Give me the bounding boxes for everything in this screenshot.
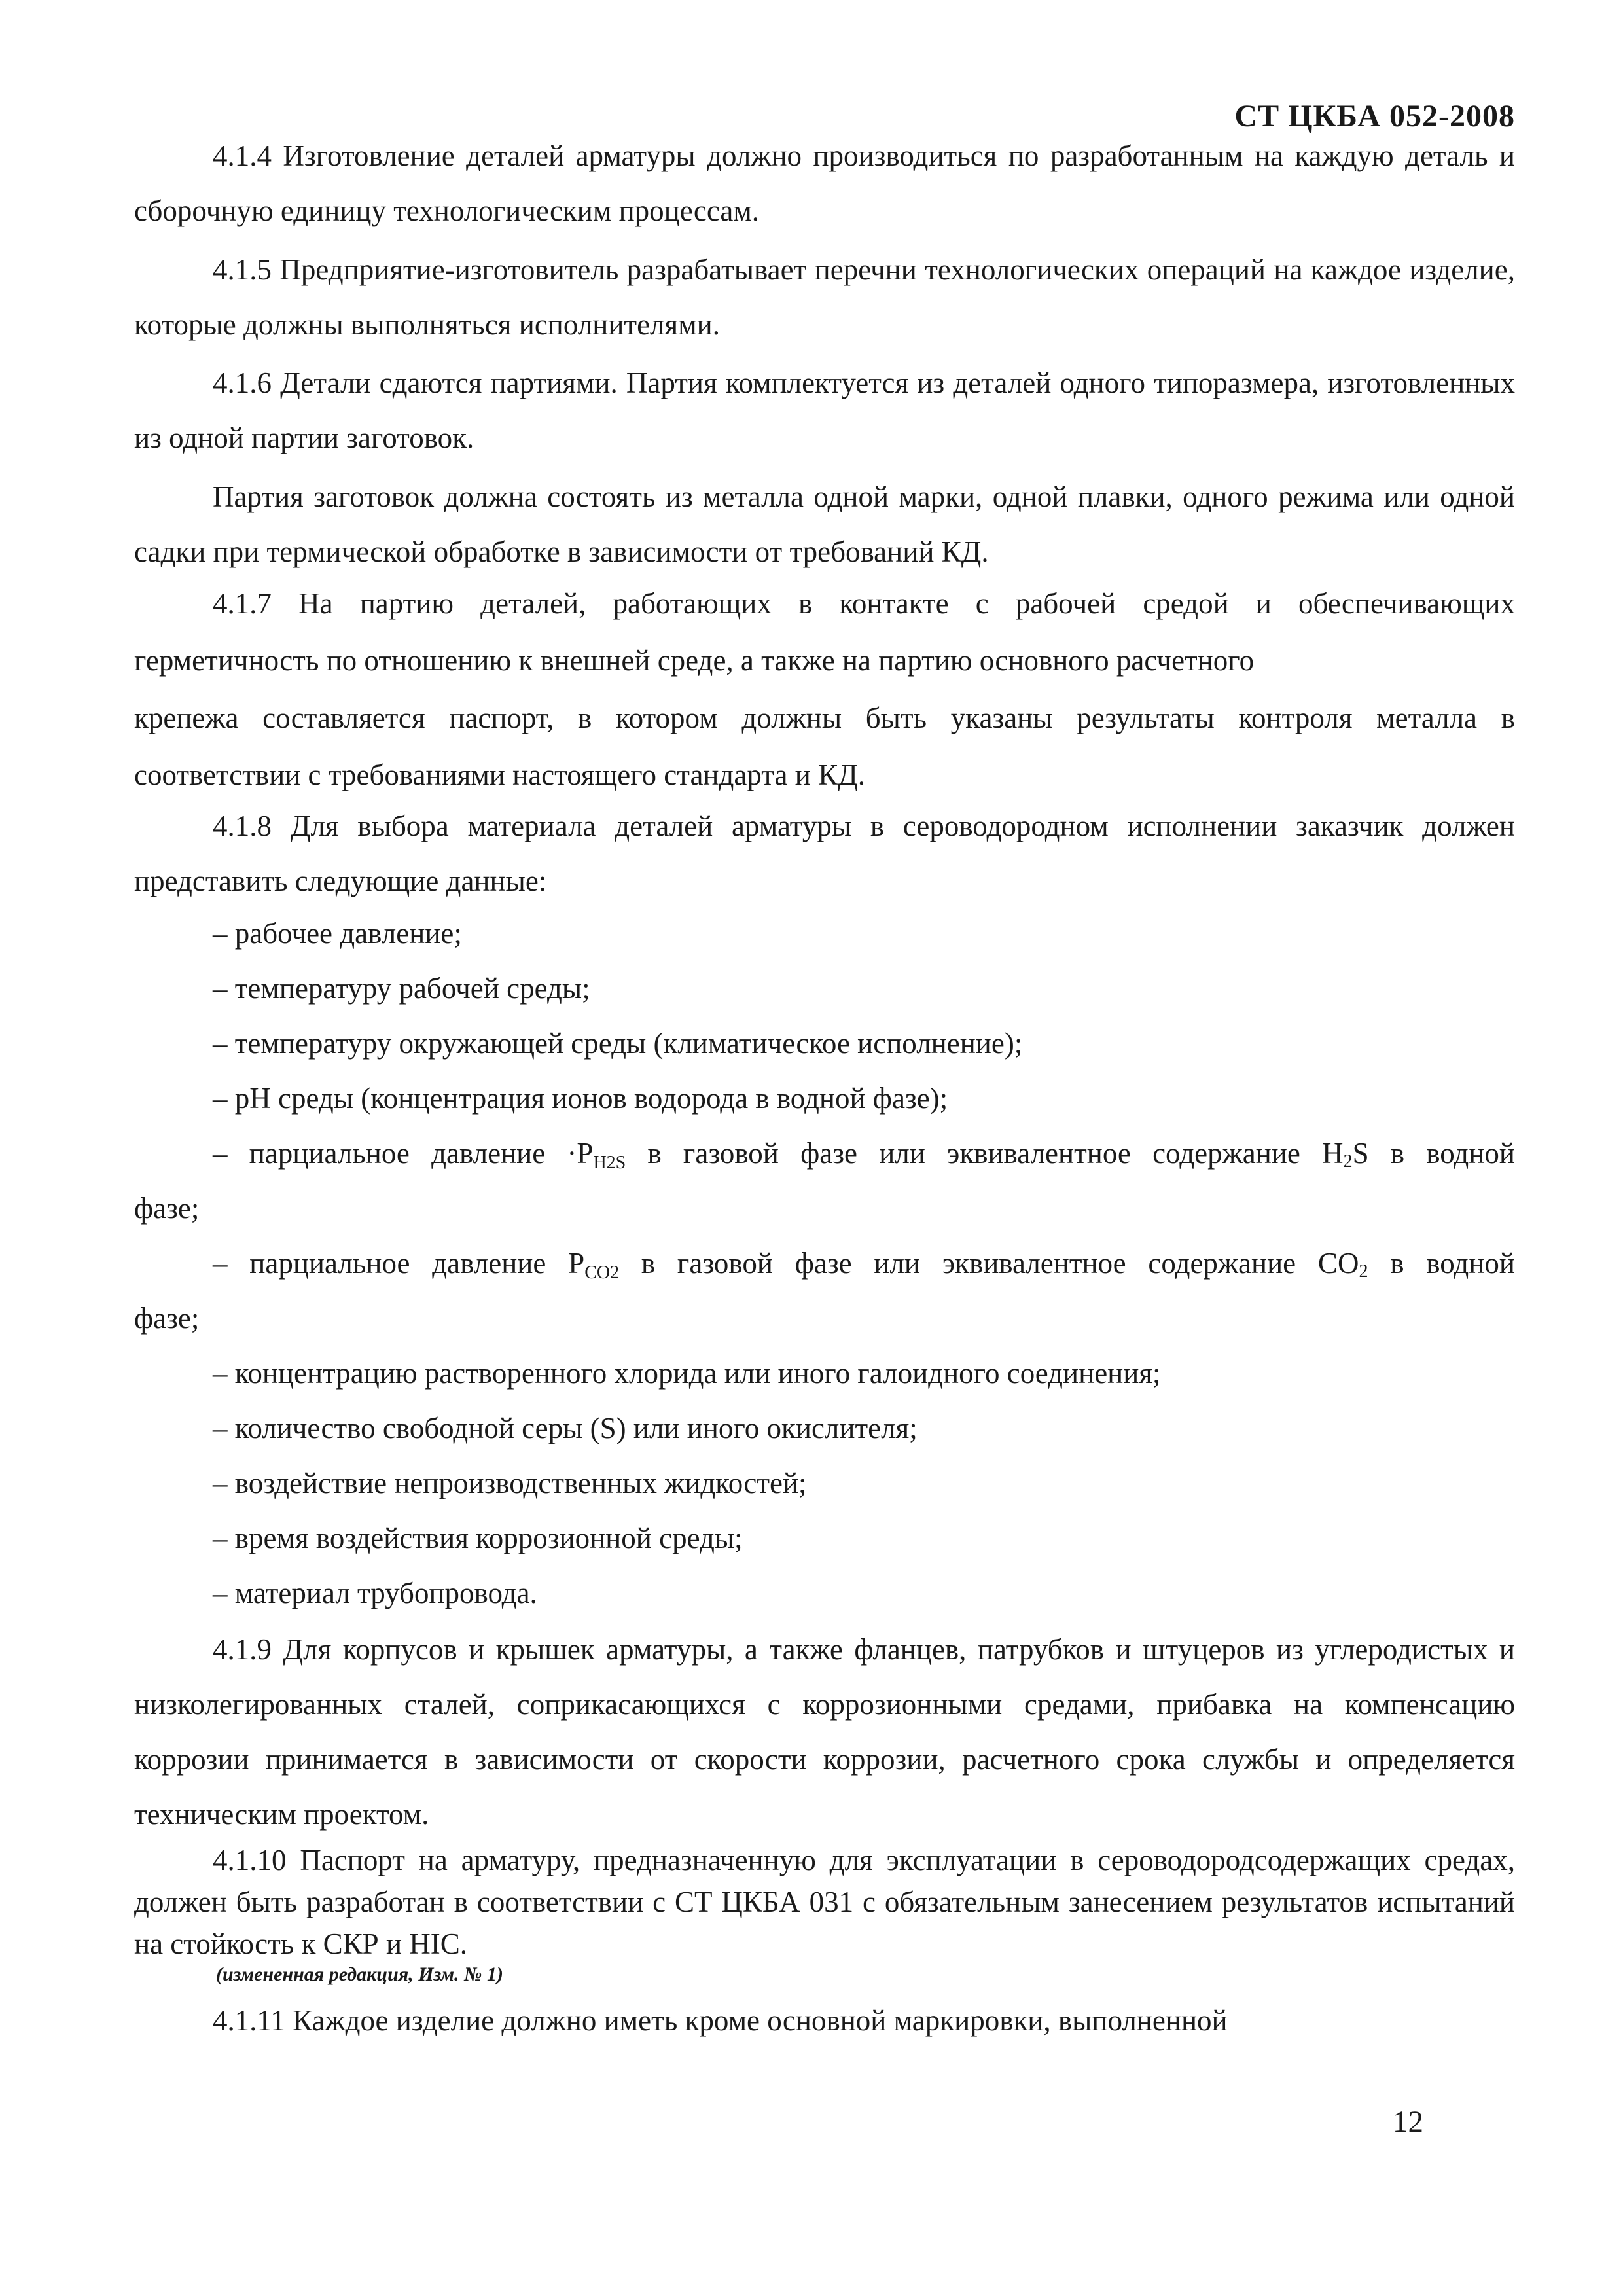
list-item: – рабочее давление; — [213, 917, 462, 950]
list-item: – температуру окружающей среды (климатическое исполнение); — [213, 1027, 1023, 1060]
list-item: – время воздействия коррозионной среды; — [213, 1522, 743, 1554]
list-item: – количество свободной серы (S) или иного окислителя; — [213, 1412, 918, 1444]
page-number: 12 — [1393, 2105, 1423, 2139]
list-item-partial-pressure-co2: – парциальное давление $P_{CO2}$ в газовой фазе или эквивалентное содержание CO2 в водной — [213, 1247, 1515, 1283]
paragraph-4-1-11: 4.1.11 Каждое изделие должно иметь кроме основной маркировки, выполненной — [213, 2004, 1228, 2037]
paragraph-4-1-6: 4.1.6 Детали сдаются партиями. Партия комплектуется из деталей одного типоразмера, изготовленных из одной партии заготовок. — [134, 367, 1515, 454]
document-code: СТ ЦКБА 052-2008 — [1234, 99, 1515, 134]
paragraph-4-1-8: 4.1.8 Для выбора материала деталей арматуры в сероводородном исполнении заказчик должен представить следующие данные: — [134, 810, 1515, 897]
paragraph-batch-blanks: Партия заготовок должна состоять из металла одной марки, одной плавки, одного режима или одной садки при термической обработке в зависимости от требований КД. — [134, 480, 1515, 568]
list-item-partial-pressure-h2s: – парциальное давление $\cdot P_{H2S}$ в газовой фазе или эквивалентное содержание H2S в водной — [213, 1137, 1515, 1173]
revision-note: (измененная редакция, Изм. № 1) — [216, 1964, 503, 1985]
paragraph-4-1-4: 4.1.4 Изготовление деталей арматуры должно производиться по разработанным на каждую деталь и сборочную единицу технологическим процессам. — [134, 139, 1515, 227]
list-item-continuation: фазе; — [134, 1302, 200, 1335]
list-item: – температуру рабочей среды; — [213, 972, 590, 1005]
list-item: – pH среды (концентрация ионов водорода в водной фазе); — [213, 1082, 948, 1115]
paragraph-4-1-7-line-4: соответствии с требованиями настоящего стандарта и КД. — [134, 759, 866, 791]
list-item: – воздействие непроизводственных жидкостей; — [213, 1467, 807, 1499]
paragraph-4-1-7-line-3: крепежа составляется паспорт, в котором должны быть указаны результаты контроля металла в — [134, 702, 1515, 734]
list-item: – концентрацию растворенного хлорида или иного галоидного соединения; — [213, 1357, 1161, 1390]
list-item: – материал трубопровода. — [213, 1577, 537, 1609]
paragraph-4-1-9: 4.1.9 Для корпусов и крышек арматуры, а также фланцев, патрубков и штуцеров из углеродистых и низколегированных сталей, соприкасающихся с коррозионными средами, прибавка на компенсацию коррозии принимается в зависимости от скорости коррозии, расчетного срока службы и определяется техническим проектом. — [134, 1633, 1515, 1831]
paragraph-4-1-5: 4.1.5 Предприятие-изготовитель разрабатывает перечни технологических операций на каждое изделие, которые должны выполняться исполнителями. — [134, 253, 1515, 341]
paragraph-4-1-7-line-1: 4.1.7 На партию деталей, работающих в контакте с рабочей средой и обеспечивающих — [213, 587, 1515, 620]
list-item-continuation: фазе; — [134, 1192, 200, 1225]
paragraph-4-1-10: 4.1.10 Паспорт на арматуру, предназначенную для эксплуатации в сероводородсодержащих средах, должен быть разработан в соответствии с СТ ЦКБА 031 с обязательным занесением результатов испытаний на стойкость к СКР и HIC. — [134, 1844, 1515, 1960]
paragraph-4-1-7-line-2: герметичность по отношению к внешней среде, а также на партию основного расчетного — [134, 644, 1255, 677]
